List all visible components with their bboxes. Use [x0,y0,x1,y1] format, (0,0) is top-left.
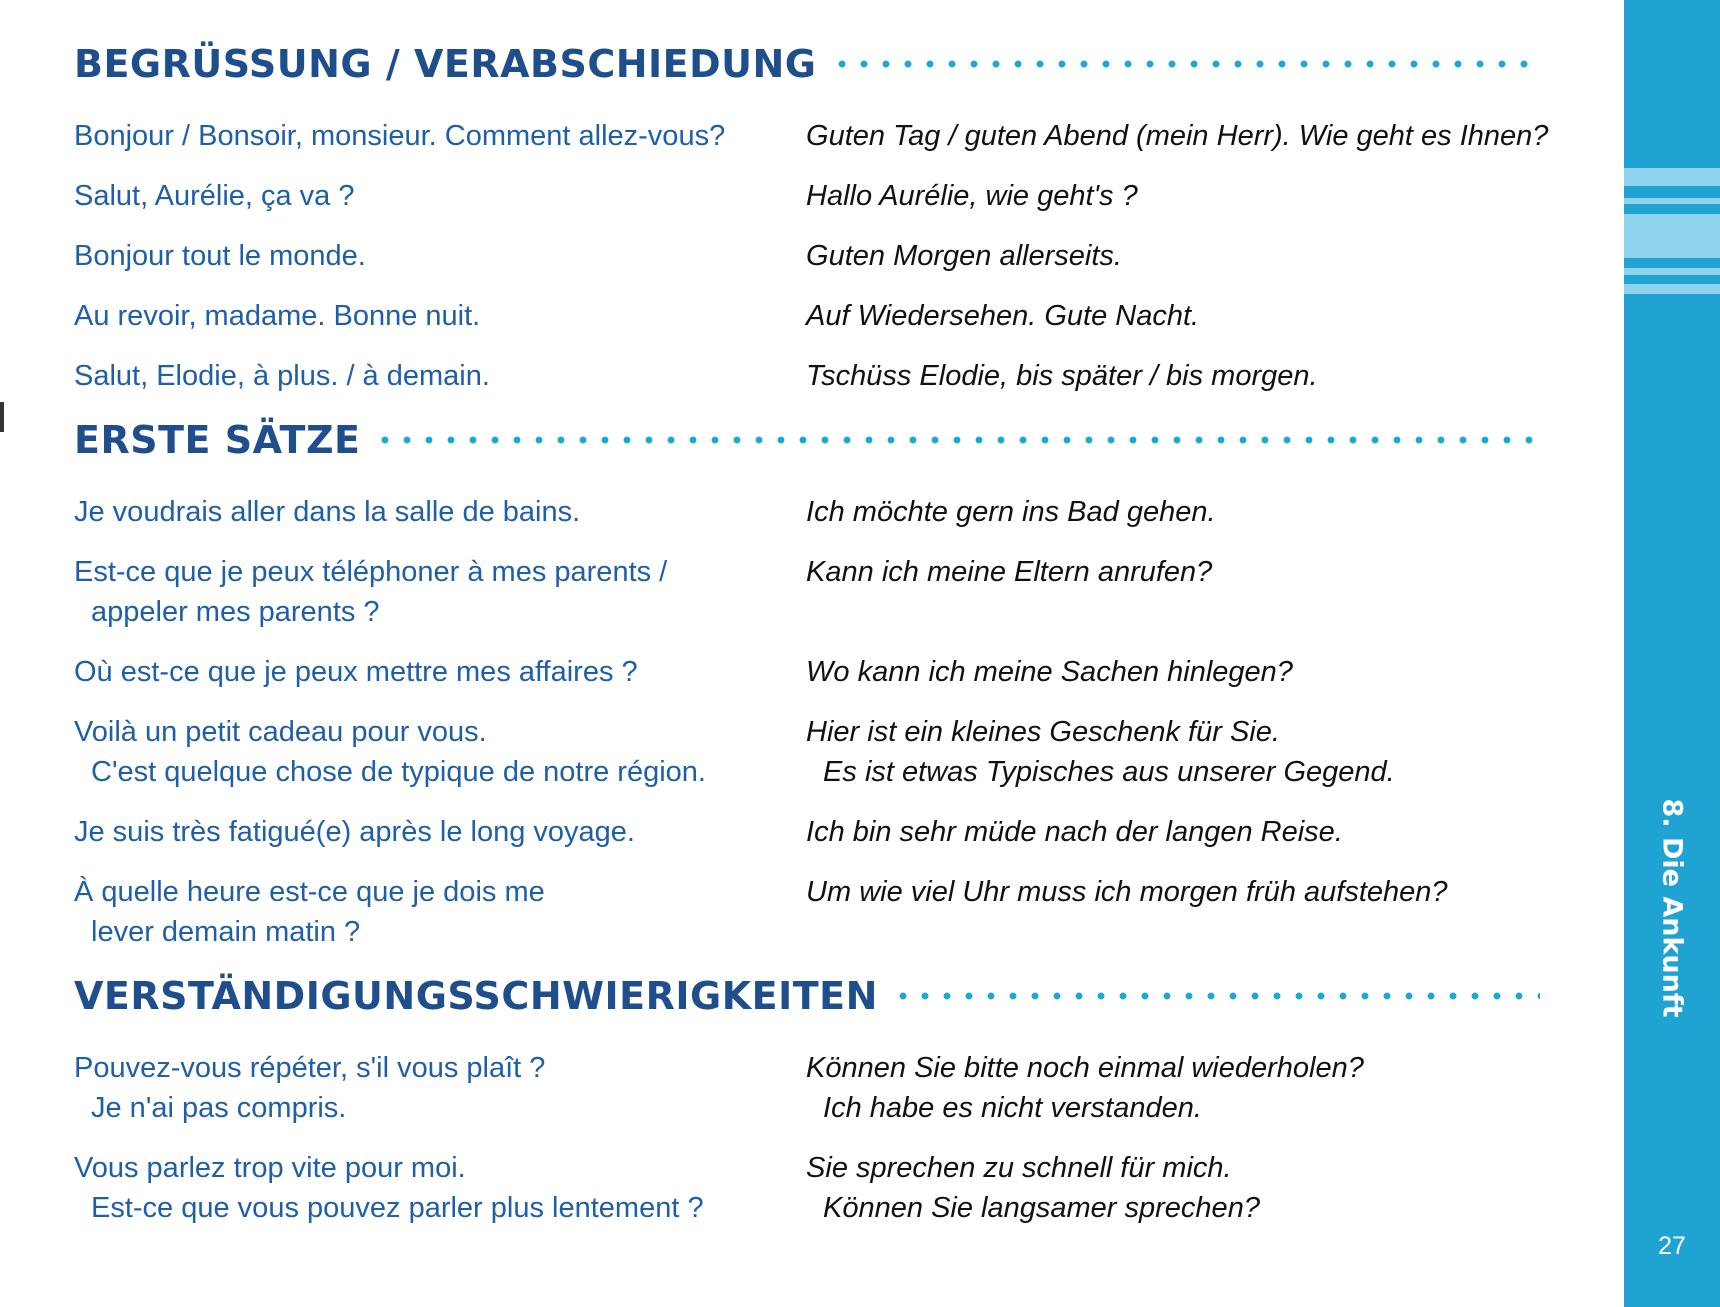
section-heading [74,972,1574,1020]
phrase-line: C'est quelque chose de typique de notre région. [91,756,706,788]
phrase-line: Hier ist ein kleines Geschenk für Sie. [806,716,1280,748]
french-phrase [74,236,806,276]
sidebar-stripe [1624,284,1720,294]
phrase-section [74,972,1574,1228]
phrase-line: Au revoir, madame. Bonne nuit. [74,300,481,332]
sidebar-stripe [1624,214,1720,258]
phrase-line: Voilà un petit cadeau pour vous. [74,716,487,748]
phrase-line: Tschüss Elodie, bis später / bis morgen. [806,360,1318,392]
phrase-row [74,812,1574,852]
phrase-line: Es ist etwas Typisches aus unserer Gegend. [823,756,1395,788]
phrase-line: Salut, Aurélie, ça va ? [74,180,355,212]
german-translation [806,812,1574,852]
french-phrase [74,652,806,692]
dotted-leader [831,60,1541,68]
german-translation [806,872,1574,952]
phrase-line: Können Sie bitte noch einmal wiederholen? [806,1052,1364,1084]
phrase-section [74,40,1574,396]
phrase-row [74,356,1574,396]
german-translation [806,552,1574,632]
french-phrase [74,1148,806,1228]
french-phrase [74,872,806,952]
german-translation [806,176,1574,216]
dotted-leader [374,436,1540,444]
phrase-line: Je voudrais aller dans la salle de bains. [74,496,581,528]
phrase-line: Kann ich meine Eltern anrufen? [806,556,1213,588]
phrase-content [74,40,1574,1248]
sidebar-stripe [1624,268,1720,275]
french-phrase [74,812,806,852]
german-translation [806,492,1574,532]
phrase-row [74,872,1574,952]
phrase-line: Ich bin sehr müde nach der langen Reise. [806,816,1343,848]
french-phrase [74,116,806,156]
phrase-line: Wo kann ich meine Sachen hinlegen? [806,656,1293,688]
french-phrase [74,552,806,632]
phrase-row [74,712,1574,792]
german-translation [806,1048,1574,1128]
page-number: 27 [1658,1232,1686,1260]
french-phrase [74,296,806,336]
german-translation [806,712,1574,792]
phrase-row [74,492,1574,532]
phrase-line: Salut, Elodie, à plus. / à demain. [74,360,490,392]
phrase-line: Um wie viel Uhr muss ich morgen früh aufstehen? [806,876,1448,908]
german-translation [806,236,1574,276]
german-translation [806,1148,1574,1228]
phrase-row [74,1148,1574,1228]
phrase-line: Est-ce que je peux téléphoner à mes parents / [74,556,668,588]
phrase-line: Auf Wiedersehen. Gute Nacht. [806,300,1200,332]
phrase-line: Où est-ce que je peux mettre mes affaires ? [74,656,638,688]
german-translation [806,116,1574,156]
phrase-row [74,176,1574,216]
phrase-row [74,1048,1574,1128]
phrase-section [74,416,1574,952]
french-phrase [74,492,806,532]
phrase-line: Bonjour / Bonsoir, monsieur. Comment allez-vous? [74,120,726,152]
chapter-label: 8. Die Ankunft [1656,798,1688,1018]
phrase-row [74,552,1574,632]
phrase-line: Ich möchte gern ins Bad gehen. [806,496,1216,528]
section-heading [74,416,1574,464]
page-edge-mark [0,402,4,432]
german-translation [806,296,1574,336]
sidebar-stripe [1624,168,1720,186]
french-phrase [74,356,806,396]
german-translation [806,356,1574,396]
phrase-row [74,296,1574,336]
phrase-line: Je suis très fatigué(e) après le long voyage. [74,816,635,848]
phrase-line: Est-ce que vous pouvez parler plus lentement ? [91,1192,704,1224]
phrase-line: Bonjour tout le monde. [74,240,366,272]
phrase-line: Ich habe es nicht verstanden. [823,1092,1202,1124]
phrase-line: Guten Morgen allerseits. [806,240,1122,272]
phrase-row [74,652,1574,692]
phrase-line: Guten Tag / guten Abend (mein Herr). Wie geht es Ihnen? [806,120,1549,152]
sidebar-stripe [1624,198,1720,204]
phrase-row [74,236,1574,276]
phrase-line: Pouvez-vous répéter, s'il vous plaît ? [74,1052,546,1084]
phrase-line: Können Sie langsamer sprechen? [823,1192,1260,1224]
section-title: ERSTE SÄTZE [74,418,361,462]
chapter-sidebar [1624,0,1720,1307]
phrase-line: Hallo Aurélie, wie geht's ? [806,180,1138,212]
french-phrase [74,712,806,792]
dotted-leader [892,992,1540,1000]
phrase-row [74,116,1574,156]
phrase-line: Sie sprechen zu schnell für mich. [806,1152,1232,1184]
phrase-line: À quelle heure est-ce que je dois me [74,876,545,908]
german-translation [806,652,1574,692]
french-phrase [74,176,806,216]
phrase-line: appeler mes parents ? [91,596,380,628]
section-heading [74,40,1574,88]
section-title: VERSTÄNDIGUNGSSCHWIERIGKEITEN [74,974,878,1018]
phrase-line: lever demain matin ? [91,916,361,948]
french-phrase [74,1048,806,1128]
phrase-line: Je n'ai pas compris. [91,1092,347,1124]
section-title: BEGRÜSSUNG / VERABSCHIEDUNG [74,42,817,86]
phrase-line: Vous parlez trop vite pour moi. [74,1152,466,1184]
